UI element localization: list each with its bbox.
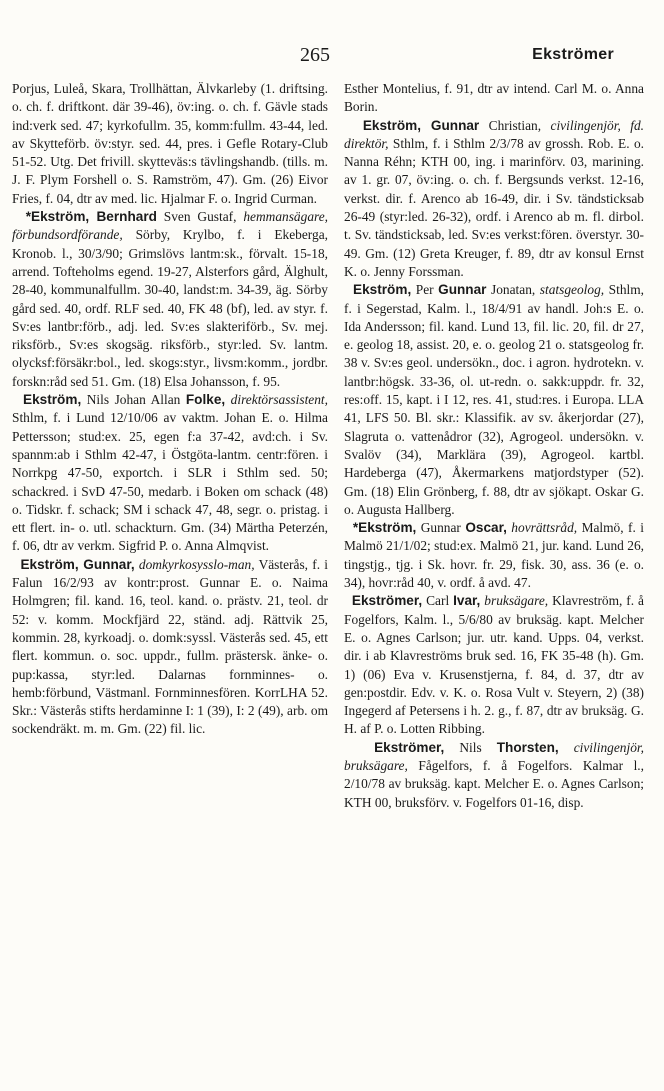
entry-continuation (12, 80, 328, 208)
entry-ivar-ekstromer (344, 592, 644, 738)
entry-given-names: Nils Johan Allan (81, 392, 186, 408)
right-column (344, 80, 644, 812)
entry-text: Porjus, Luleå, Skara, Trollhättan, Älvkarleby (1. driftsing. o. ch. f. driftkont. där 39-46), öv:ing. o. ch. f. Gävle stads ind:verk sed. 47; kyrkofullm. 35, komm:fullm. 43-44, led. av Skytteförb. öv:styr. sed. 44, pres. i Gefle Rotary-Club 51-52. Utg. Det frivill. skytteväs:s tävlingshandb. (tills. m. J. F. Plym Forshell o. S. Ramström, 47). Gm. (26) Eivor Fries, f. 04, dtr av med. lic. Hjalmar F. o. Ingrid Curman. (12, 81, 328, 206)
entry-text: Esther Montelius, f. 91, dtr av intend. Carl M. o. Anna Borin. (344, 81, 644, 115)
entry-continuation (344, 80, 644, 117)
entry-name-called: Oscar, (465, 520, 507, 536)
entry-name: *Ekström, (352, 520, 417, 536)
entry-text: Fågelfors, f. å Fogelfors. Kalmar l., 2/10/78 av bruksäg. kapt. Melcher E. o. Agnes Carlson; KTH 00, bruksförv. v. Fogelfors 01-16, disp. (344, 757, 644, 810)
entry-text: Sthlm, f. i Sthlm 2/3/78 av grossh. Rob. E. o. Nanna Réhn; KTH 00, ing. i marinförv. 03, marining. av 1. gr. 07, öv:ing. o. ch. f. Bergsunds verkst. 12-16, verkst. dir. f. Arenco ab 16-49, dir. i Sv. tändsticksab 26-49 (styr:led. 26-32), ordf. i Arenco ab m. fl. dirbol. t. Sv. tändsticksab, led. Sv:es verkst:fören. överstyr. 30-49. Gm. (12) Greta Kreuger, f. 89, dtr av konsul Ernst K. o. Jenny Forssman. (344, 135, 644, 279)
entry-given-names: Sven Gustaf, (156, 209, 244, 225)
entry-occupation: domkyrkosysslo-man, (138, 556, 255, 572)
entry-name: *Ekström, Bernhard (25, 209, 157, 225)
page-number: 265 (300, 44, 330, 66)
entry-gunnar-ekstrom-domkyrko (12, 556, 328, 739)
entry-name: Ekström, Gunnar (362, 117, 480, 133)
entry-given-names: Gunnar (416, 520, 466, 536)
entry-name-called: Thorsten, (496, 739, 559, 755)
entry-occupation: statsgeolog, (539, 282, 605, 298)
entry-folke-ekstrom (12, 391, 328, 556)
entry-text: Malmö, f. i Malmö 21/1/02; stud:ex. Malmö 21, jur. kand. Lund 26, tingstjg., tjg. i Sk. hovr. fr. 29, fisk. 30, ass. 36 (e. o. 34), hovr:råd 40, v. ordf. å avd. 47. (344, 520, 644, 591)
entry-given-names: Christian, (479, 117, 551, 133)
entry-occupation: civilingenjör, fd. direktör, (344, 117, 644, 151)
entry-per-gunnar-ekstrom (344, 281, 644, 519)
entry-name: Ekström, (23, 392, 82, 408)
entry-occupation: bruksägare, (480, 593, 549, 609)
entry-name: Ekströmer, (351, 593, 423, 609)
entry-text: Sörby, Krylbo, f. i Ekeberga, Kronob. l., 30/3/90; Grimslövs lantm:sk., förvalt. 15-18, arrend. Tofteholms egend. 19-27, Alsterfors gård, Älghult, 28-40, kommunalfullm. 30-40, landst:m. 34-39, äg. Sörby gård sed. 40, ordf. RLF sed. 40, FK 48 (bf), led. av styr. f. Sv:es lantbr:förb., adj. led. Sv:es slakteriförb., Sv. mej. riksförb., Sv:es skogsäg. riksförb., styr:led. Sv. lantm. olycksf:försäkr:bol., led. skogs:styr., livsm:komm., jordbr. forskn:råd sed 51. Gm. (18) Elsa Johansson, f. 95. (12, 227, 328, 389)
entry-given-names: Carl (422, 593, 454, 609)
entry-given-names: Per (411, 282, 439, 298)
entry-given-names: Nils (444, 739, 497, 755)
entry-name-called: Gunnar (438, 282, 487, 298)
entry-text: Sthlm, f. i Lund 12/10/06 av vaktm. Johan E. o. Hilma Pettersson; stud:ex. 25, egen f:a 37-42, avd:ch. i Sv. spannm:ab i Sthlm 42-47, i Östgöta-lantm. centr:fören. i Norrkpg 47-50, exportch. i SLR i Sthlm sed. 50; schackred. i SvD 47-50, medarb. i Boken om schack (48) o. Tidskr. f. schack; SM i schack 47, 48, segr. o. pristag. i ett flert. in- o. utl. schackturn. Gm. (34) Märtha Peterzén, f. 06, dtr av verkm. Sigfrid P. o. Anna Almqvist. (12, 410, 328, 554)
left-column (12, 80, 328, 739)
entry-given-names-2: Jonatan, (486, 282, 540, 298)
entry-occupation: direktörsassistent, (225, 392, 329, 408)
entry-occupation: hemmansägare, förbundsordförande, (12, 209, 329, 243)
entry-name: Ekström, (353, 282, 412, 298)
entry-gunnar-ekstrom-civil (344, 117, 644, 282)
running-head: Ekströmer (532, 46, 614, 63)
entry-name-called: Folke, (185, 392, 226, 408)
entry-text: Västerås, f. i Falun 16/2/93 av kontr:prost. Gunnar E. o. Naima Holmgren; fil. kand. 16, teol. kand. o. prästv. 21, teol. dr 52: v. komm. Mockfjärd 22, ständ. adj. Rättvik 25, kommin. 28, kyrkoadj. o. domk:syssl. Västerås sed. 45, ett flert. kommun. o. soc. uppdr., fullm. prästersk. änke- o. pup:kassa, styr:led. Dalarnas fornminnes- o. hemb:förbund, Västmanl. Fornminnesfören. KorrLHA 52. Skr.: Västerås stifts herdaminne I: 1 (39), I: 2 (49), arb. om sockendräkt. m. m. Gm. (22) fil. lic. (12, 556, 329, 737)
entry-bernhard-ekstrom (12, 208, 328, 391)
entry-name-called: Ivar, (453, 593, 481, 609)
entry-oscar-ekstrom (344, 519, 644, 592)
entry-name: Ekströmer, (374, 739, 445, 755)
entry-occupation: hovrättsråd, (506, 520, 578, 536)
entry-name: Ekström, Gunnar, (20, 556, 135, 572)
entry-text: Klavreström, f. å Fogelfors, Kalm. l., 5/6/80 av bruksäg. kapt. Melcher E. o. Agnes Carlson; jur. utr. kand. Upps. 04, verkst. dir. i ab Klavreströms bruk sed. 16, FK 35-48 (h). Gm. 1) (06) Eva v. Krusenstjerna, f. 84, d. 37, dtr av gen:postdir. Edv. v. K. o. Rosa Vult v. Steyern, 2) (38) Ingegerd af Petersens i h. 2. g., f. 87, dtr av bruksäg. G. H. af P. o. Lotten Ribbing. (344, 593, 645, 737)
entry-thorsten-ekstromer (344, 739, 644, 812)
entry-occupation: civilingenjör, bruksägare, (344, 739, 644, 773)
entry-text: Sthlm, f. i Segerstad, Kalm. l., 18/4/91 av handl. Joh:s E. o. Ida Andersson; fil. kand. Lund 13, fil. lic. 20, fil. dr 27, e. geolog 18, assist. 20, e. o. geolog 21 o. statsgeolog fr. 38 v. Sv:es geol. undersökn., doc. i agron. hydrotekn. v. lantbr:högsk. 33-36, ol. ut-redn. o. sakk:uppdr. fr. 32, res:off. 15, kapt. i I 12, res. 41, stud:res. i Europa. LLA 41, LFS 50. Bl. skr.: Klassifik. av sv. åkerjordar (27), Slagruta o. vattenådror (32), Agrogeol. undersökn. v. Svalöv (34), Marklära (39), Agrogeol. kartbl. Hardeberga (47), Åkermarkens matjordstyper (52). Gm. (18) Elin Grönberg, f. 88, dtr av sjökapt. Oskar G. o. Augusta Hallberg. (344, 282, 644, 517)
page-header (0, 44, 664, 68)
